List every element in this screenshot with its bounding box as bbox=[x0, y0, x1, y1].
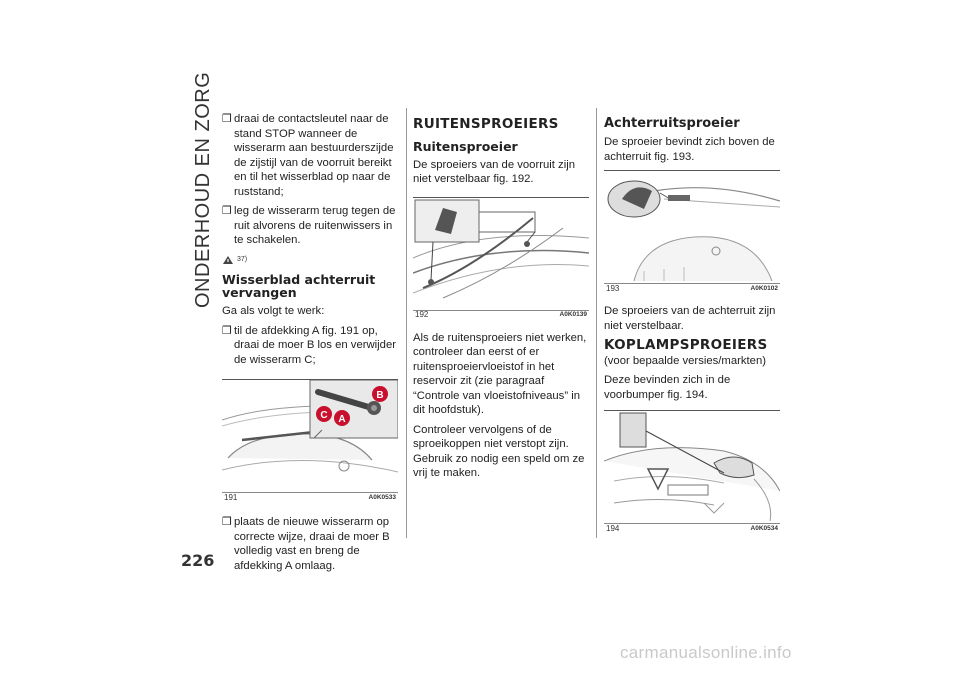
figure-number: 194 bbox=[606, 523, 620, 533]
figure-code: A0K0534 bbox=[750, 524, 778, 532]
bullet-item: ❒ til de afdekking A fig. 191 op, draai de moer B los en verwijder de wisserarm C; bbox=[222, 324, 396, 366]
figure-192 bbox=[413, 197, 589, 319]
column-2 bbox=[413, 117, 589, 486]
label-b: B bbox=[376, 390, 384, 401]
watermark: carmanualsonline.info bbox=[620, 643, 792, 662]
figure-code: A0K0533 bbox=[368, 493, 396, 501]
chapter-title: ONDERHOUD EN ZORG bbox=[192, 71, 214, 308]
paragraph: (voor bepaalde versies/markten) bbox=[604, 354, 766, 367]
rear-washer-illustration bbox=[604, 171, 780, 283]
section-heading: RUITENSPROEIERS bbox=[413, 116, 559, 132]
column-3 bbox=[604, 116, 780, 533]
paragraph: Als de ruitensproeiers niet werken, controleer dan eerst of er ruitensproeiervloeistof in het reservoir zit (zie paragraaf “Controle van vloeistofniveaus” in dit hoofdstuk). bbox=[413, 331, 587, 416]
figure-number: 192 bbox=[415, 310, 429, 319]
windscreen-washer-illustration bbox=[413, 198, 589, 310]
bullet-item: ❒ draai de contactsleutel naar de stand STOP wanneer de wisserarm aan bestuurderszijde de zijstijl van de voorruit bereikt en til het wisserblad op naar de ruststand; bbox=[222, 113, 394, 198]
label-a: A bbox=[338, 414, 346, 425]
bullet-item: ❒ leg de wisserarm terug tegen de ruit alvorens de ruitenwissers in te schakelen. bbox=[222, 205, 396, 246]
figure-194 bbox=[604, 410, 780, 533]
headlamp-washer-illustration bbox=[604, 411, 780, 523]
column-divider bbox=[596, 108, 597, 538]
checkbox-bullet-icon: ❒ bbox=[222, 205, 232, 217]
section-heading: Wisserblad achterruit vervangen bbox=[222, 272, 376, 300]
section-heading: KOPLAMPSPROEIERS bbox=[604, 337, 768, 353]
rear-wiper-illustration bbox=[222, 380, 398, 492]
bullet-item: ❒ plaats de nieuwe wisserarm op correcte wijze, draai de moer B volledig vast en breng de afdekking A omlaag. bbox=[222, 516, 390, 572]
paragraph: Deze bevinden zich in de voorbumper fig. 194. bbox=[604, 374, 731, 401]
figure-191 bbox=[222, 379, 398, 502]
section-heading: Achterruitsproeier bbox=[604, 116, 740, 131]
checkbox-bullet-icon: ❒ bbox=[222, 516, 232, 528]
column-1 bbox=[222, 112, 398, 578]
subsection-heading: Ruitensproeier bbox=[413, 138, 518, 154]
chapter-side-tab bbox=[168, 71, 214, 308]
paragraph: De sproeier bevindt zich boven de achterruit fig. 193. bbox=[604, 136, 775, 163]
paragraph: De sproeiers van de achterruit zijn niet verstelbaar. bbox=[604, 305, 776, 332]
figure-code: A0K0139 bbox=[559, 311, 587, 318]
intro-text: Ga als volgt te werk: bbox=[222, 305, 325, 317]
column-divider bbox=[406, 108, 407, 538]
warning-hand-icon bbox=[222, 255, 234, 265]
page-number: 226 bbox=[181, 551, 215, 570]
paragraph: Controleer vervolgens of de sproeikoppen niet verstopt zijn. Gebruik zo nodig een speld om ze vrij te maken. bbox=[413, 423, 585, 479]
figure-number: 191 bbox=[224, 492, 238, 502]
checkbox-bullet-icon: ❒ bbox=[222, 324, 232, 337]
figure-number: 193 bbox=[606, 283, 620, 293]
figure-193 bbox=[604, 170, 780, 293]
checkbox-bullet-icon: ❒ bbox=[222, 113, 232, 125]
label-c: C bbox=[320, 410, 328, 421]
figure-code: A0K0102 bbox=[750, 284, 778, 292]
warning-note-ref: 37) bbox=[222, 253, 398, 268]
paragraph: De sproeiers van de voorruit zijn niet verstelbaar fig. 192. bbox=[413, 158, 575, 185]
